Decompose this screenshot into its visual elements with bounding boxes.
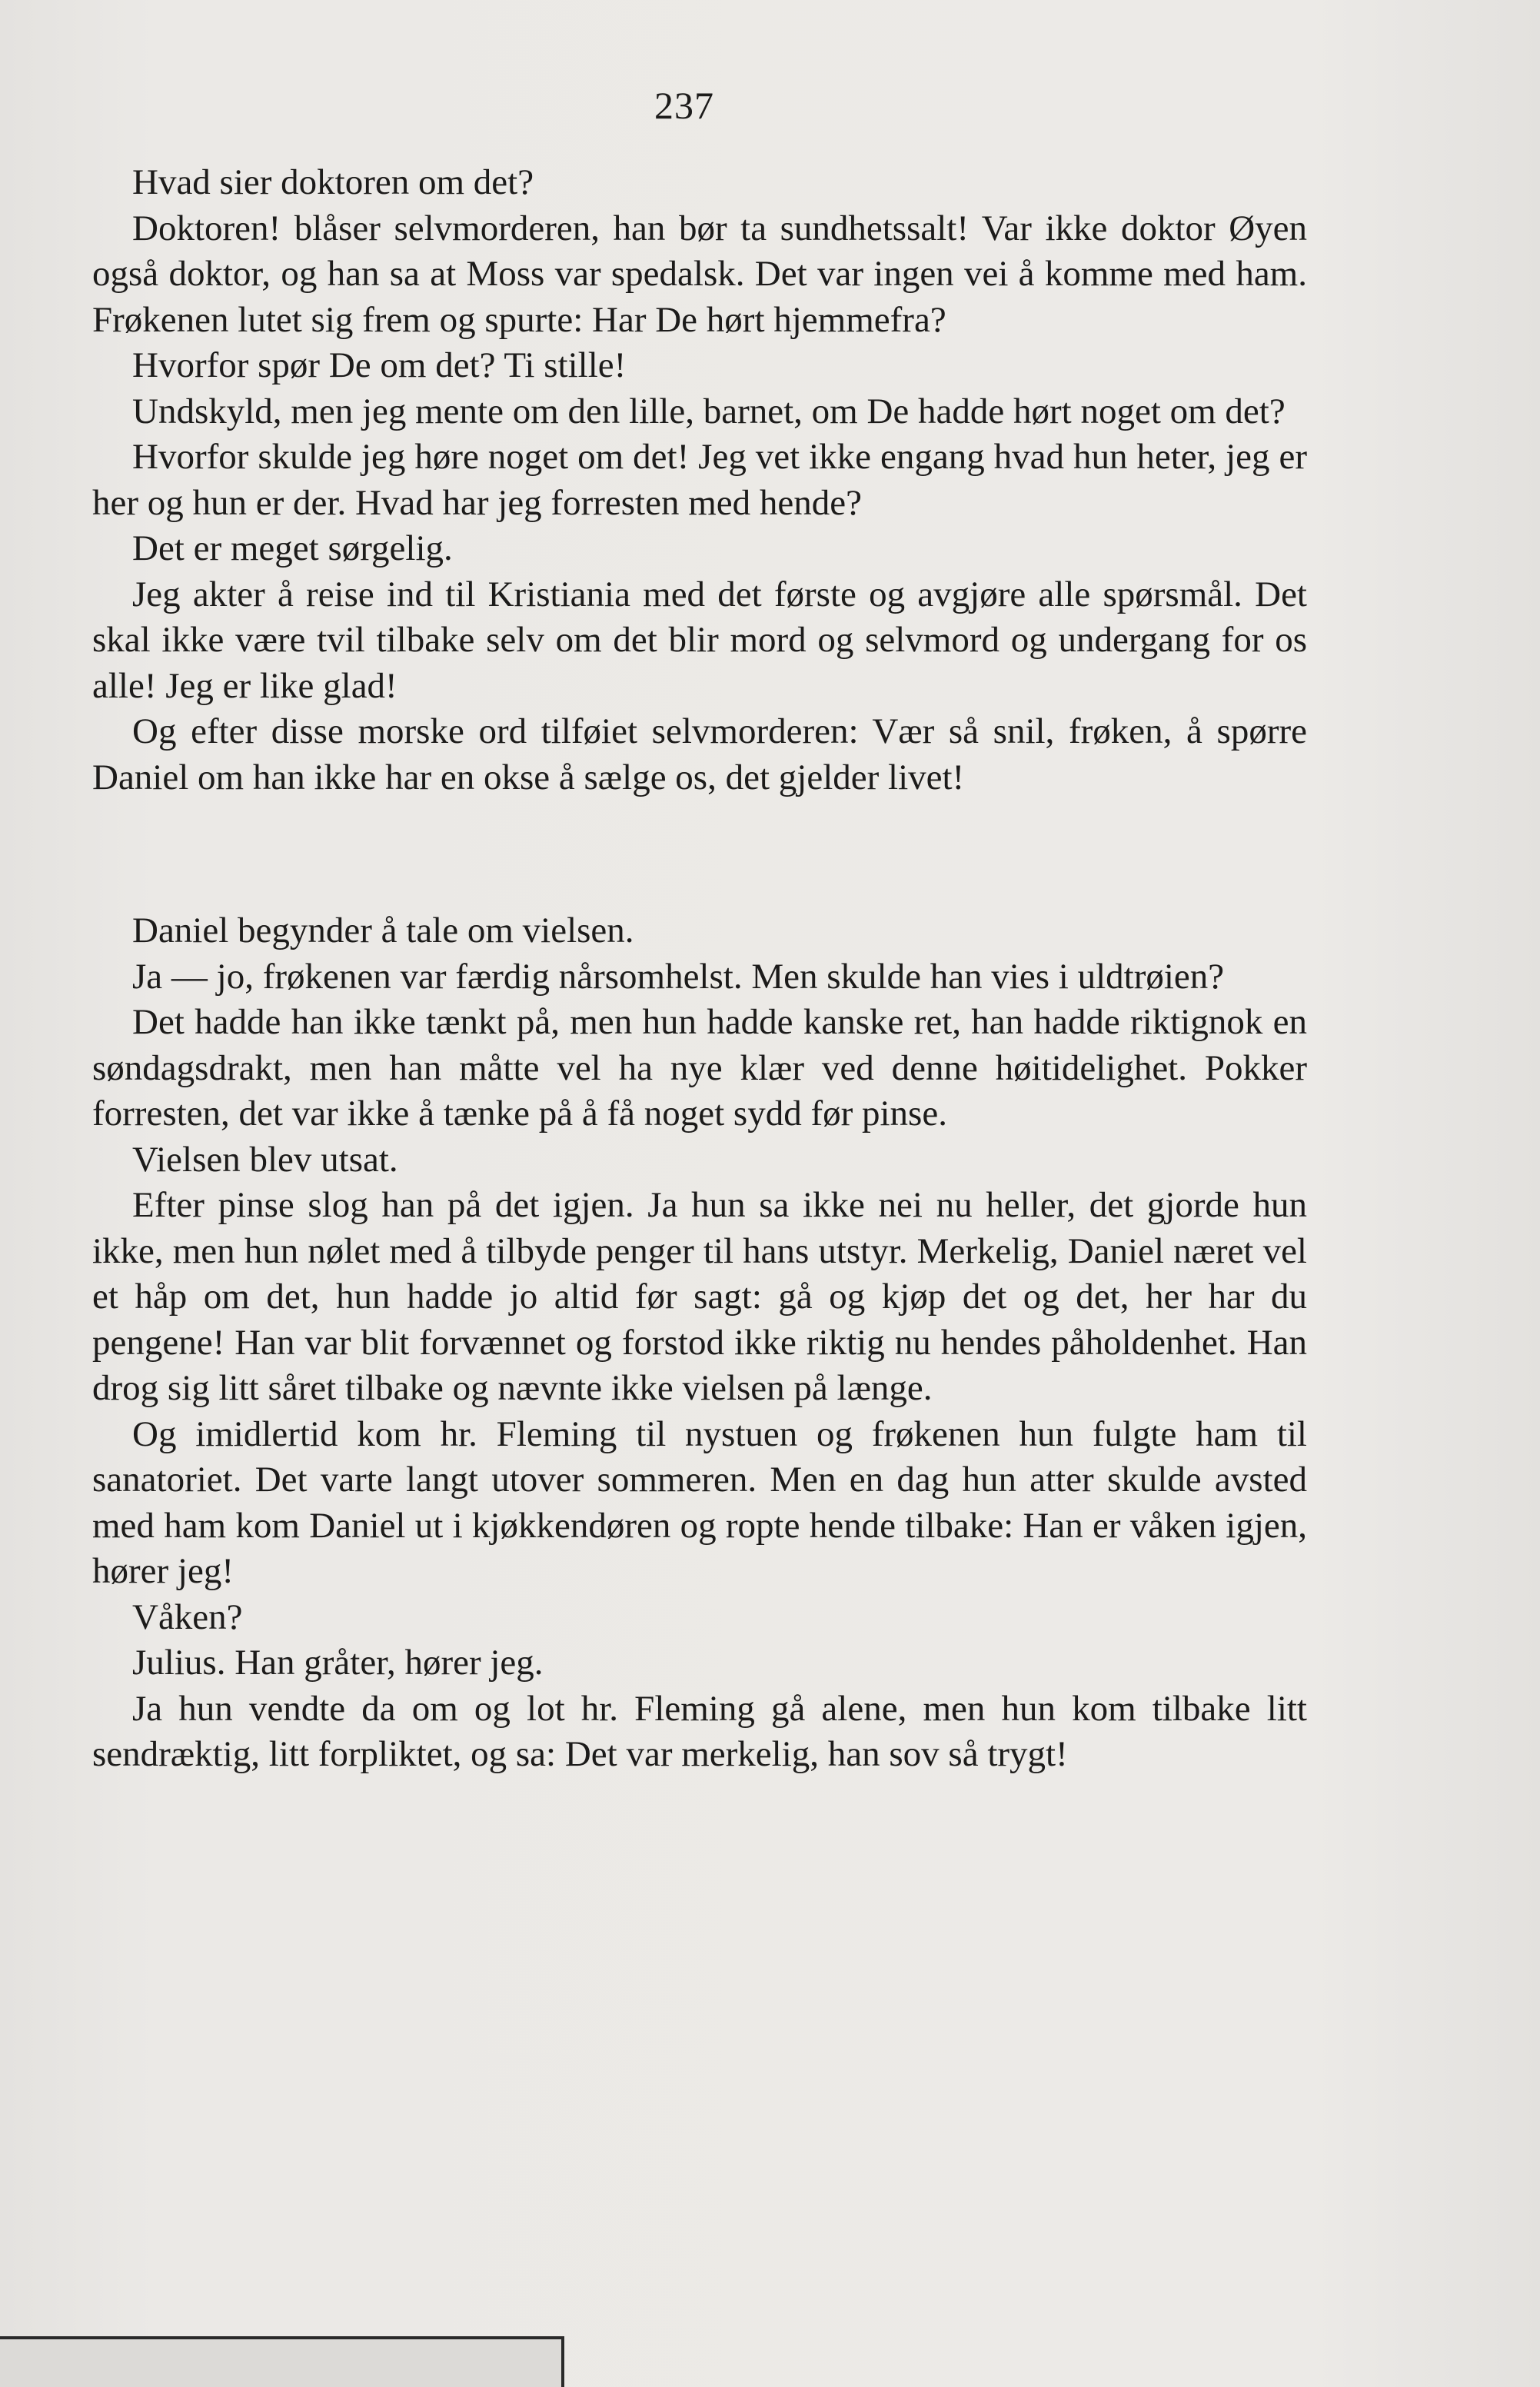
paragraph: Vielsen blev utsat. xyxy=(132,1139,398,1180)
paragraph: Ja — jo, frøkenen var færdig nårsomhelst. Men skulde han vies i uldtrøien? xyxy=(132,956,1225,997)
paragraph: Julius. Han gråter, hører jeg. xyxy=(132,1643,544,1683)
paragraph: Det hadde han ikke tænkt på, men hun hadde kanske ret, han hadde riktignok en søndagsdrakt, men han måtte vel ha nye klær ved denne høitidelighet. Pokker forresten, det var ikke å tænke på å få noget sydd før pinse. xyxy=(92,1002,1307,1134)
paragraph: Doktoren! blåser selvmorderen, han bør ta sundhetssalt! Var ikke doktor Øyen også doktor, og han sa at Moss var spedalsk. Det var ingen vei å komme med ham. Frøkenen lutet sig frem og spurte: Har De hørt hjemmefra? xyxy=(92,208,1307,340)
paragraph: Og imidlertid kom hr. Fleming til nystuen og frøkenen hun fulgte ham til sanatoriet. Det varte langt utover sommeren. Men en dag hun atter skulde avsted med ham kom Daniel ut i kjøkkendøren og ropte hende tilbake: Han er våken igjen, hører jeg! xyxy=(92,1413,1307,1591)
paragraph: Jeg akter å reise ind til Kristiania med det første og avgjøre alle spørsmål. Det skal ikke være tvil tilbake selv om det blir mord og selvmord og undergang for os alle! Jeg er like glad! xyxy=(92,574,1307,706)
paragraph: Hvad sier doktoren om det? xyxy=(132,162,534,202)
body-text xyxy=(92,160,1307,1778)
section-break xyxy=(92,801,1307,908)
paragraph: Våken? xyxy=(132,1596,243,1637)
paragraph: Daniel begynder å tale om vielsen. xyxy=(132,911,634,950)
paragraph: Undskyld, men jeg mente om den lille, barnet, om De hadde hørt noget om det? xyxy=(132,391,1286,431)
paragraph: Efter pinse slog han på det igjen. Ja hun sa ikke nei nu heller, det gjorde hun ikke, men hun nølet med å tilbyde penger til hans utstyr. Merkelig, Daniel næret vel et håp om det, hun hadde jo altid før sagt: gå og kjøp det og det, her har du pengene! Han var blit forvænnet og forstod ikke riktig nu hendes påholdenhet. Han drog sig litt såret tilbake og nævnte ikke vielsen på længe. xyxy=(92,1185,1307,1408)
paragraph: Hvorfor spør De om det? Ti stille! xyxy=(132,345,627,385)
paragraph: Ja hun vendte da om og lot hr. Fleming gå alene, men hun kom tilbake litt sendræktig, litt forpliktet, og sa: Det var merkelig, han sov så trygt! xyxy=(92,1688,1307,1774)
paragraph: Og efter disse morske ord tilføiet selvmorderen: Vær så snil, frøken, å spørre Daniel om han ikke har en okse å sælge os, det gjelder livet! xyxy=(92,711,1307,797)
paragraph: Det er meget sørgelig. xyxy=(132,528,453,568)
scan-bottom-strip xyxy=(0,2336,564,2387)
paragraph: Hvorfor skulde jeg høre noget om det! Jeg vet ikke engang hvad hun heter, jeg er her og hun er der. Hvad har jeg forresten med hende? xyxy=(92,437,1307,523)
page-number: 237 xyxy=(654,84,714,127)
